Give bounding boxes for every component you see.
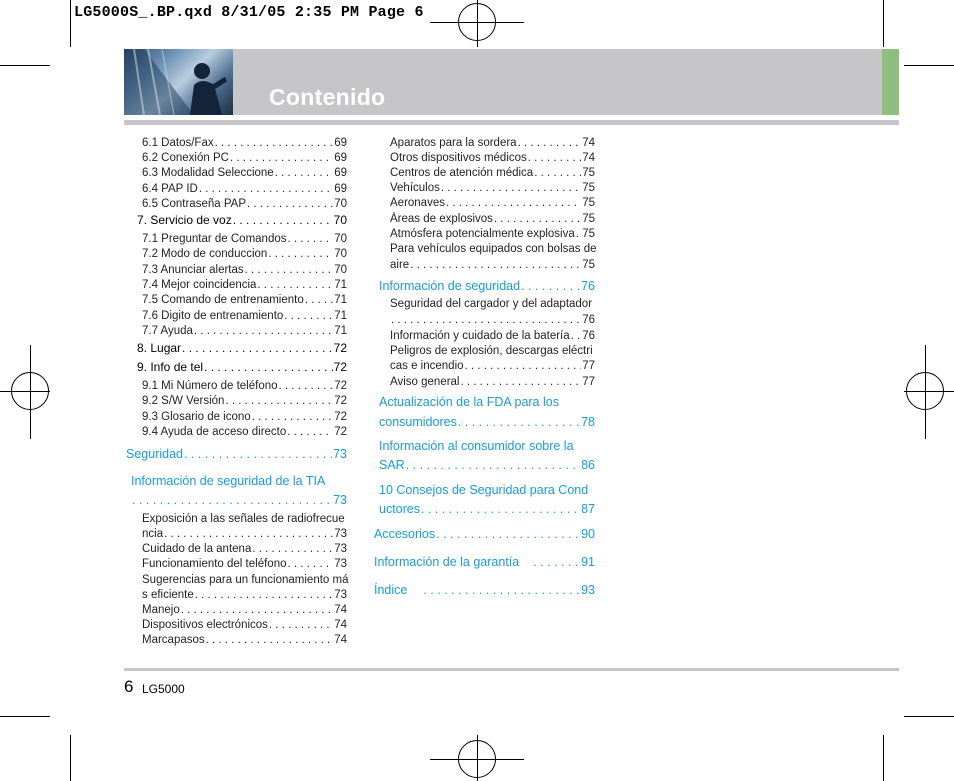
toc-entry[interactable]: 6.4 PAP ID . . . 69	[142, 182, 347, 197]
toc-section[interactable]: Seguridad . . . 73	[126, 446, 347, 463]
toc-entry[interactable]: Cuidado de la antena . . . 73	[142, 542, 347, 557]
toc-section-title[interactable]: Información de seguridad de la TIA	[131, 474, 326, 488]
toc-entry[interactable]: 9.2 S/W Versión . . . 72	[142, 394, 347, 409]
toc-entry[interactable]: Atmósfera potencialmente explosiva . . . 75	[390, 227, 595, 242]
toc-entry[interactable]: Aeronaves . . . 75	[390, 196, 595, 211]
toc-section[interactable]: Información de seguridad . . . 76	[379, 278, 595, 295]
toc-section[interactable]: consumidores . . . 78	[379, 414, 595, 431]
toc-entry[interactable]: 7.7 Ayuda . . . 71	[142, 324, 347, 339]
toc-entry[interactable]: 7.4 Mejor coincidencia . . . 71	[142, 278, 347, 293]
toc-entry-title[interactable]: Peligros de explosión, descargas eléctri	[390, 345, 593, 357]
toc-entry[interactable]: 7. Servicio de voz . . . 70	[137, 213, 347, 228]
toc-entry[interactable]: s eficiente . . . 73	[142, 588, 347, 603]
registration-mark	[0, 391, 50, 392]
registration-mark	[477, 0, 478, 47]
toc-entry[interactable]: 6.1 Datos/Fax . . . 69	[142, 136, 347, 151]
header-rule	[124, 120, 899, 125]
toc-section[interactable]: uctores . . . 87	[379, 501, 595, 518]
header-bar	[124, 49, 882, 115]
toc-entry[interactable]: Marcapasos . . . 74	[142, 633, 347, 648]
toc-entry[interactable]: . . . 76	[390, 313, 595, 328]
toc-entry[interactable]: 6.2 Conexión PC . . . 69	[142, 151, 347, 166]
toc-entry[interactable]: Aparatos para la sordera . . . 74	[390, 136, 595, 151]
toc-section[interactable]: Índice . . . 93	[374, 582, 595, 599]
page-number: 6	[124, 677, 134, 696]
toc-section-title[interactable]: Actualización de la FDA para los	[379, 395, 559, 409]
toc-entry[interactable]: 7.5 Comando de entrenamiento . . . 71	[142, 293, 347, 308]
toc-entry[interactable]: 7.2 Modo de conduccion . . . 70	[142, 247, 347, 262]
print-slug: LG5000S_.BP.qxd 8/31/05 2:35 PM Page 6	[74, 4, 424, 21]
toc-entry[interactable]: Otros dispositivos médicos . . . 74	[390, 151, 595, 166]
toc-entry[interactable]: 9.1 Mi Número de teléfono . . . 72	[142, 379, 347, 394]
header-photo	[124, 49, 233, 115]
page-title: Contenido	[269, 84, 386, 110]
toc-entry[interactable]: 9. Info de tel . . . 72	[137, 360, 347, 375]
toc-entry[interactable]: Vehículos . . . 75	[390, 181, 595, 196]
toc-entry[interactable]: ncia . . . 73	[142, 527, 347, 542]
crop-mark	[904, 716, 954, 717]
crop-mark	[70, 735, 71, 781]
toc-section[interactable]: . . . 73	[131, 492, 347, 509]
toc-entry[interactable]: 6.3 Modalidad Seleccione . . . 69	[142, 166, 347, 181]
header-photo-art	[124, 49, 233, 115]
toc-section-title[interactable]: 10 Consejos de Seguridad para Cond	[379, 483, 589, 497]
crop-mark	[70, 0, 71, 47]
toc-section[interactable]: SAR . . . 86	[379, 457, 595, 474]
crop-mark	[904, 65, 954, 66]
toc-entry[interactable]: cas e incendio . . . 77	[390, 359, 595, 374]
toc-entry[interactable]: 7.1 Preguntar de Comandos . . . 70	[142, 232, 347, 247]
toc-entry-title[interactable]: Exposición a las señales de radiofrecue	[142, 513, 345, 525]
footer-rule	[124, 668, 899, 671]
toc-entry[interactable]: 9.4 Ayuda de acceso directo . . . 72	[142, 425, 347, 440]
toc-entry[interactable]: Dispositivos electrónicos . . . 74	[142, 618, 347, 633]
crop-mark	[883, 0, 884, 47]
registration-mark	[477, 735, 478, 781]
toc-entry[interactable]: 9.3 Glosario de icono . . . 72	[142, 410, 347, 425]
registration-mark	[904, 391, 954, 392]
toc-entry[interactable]: Información y cuidado de la batería . . . 76	[390, 329, 595, 344]
crop-mark	[0, 65, 50, 66]
toc-entry[interactable]: Manejo . . . 74	[142, 603, 347, 618]
toc-entry-title[interactable]: Para vehículos equipados con bolsas de	[390, 243, 597, 255]
toc-entry[interactable]: 6.5 Contraseña PAP . . . 70	[142, 197, 347, 212]
toc-entry[interactable]: 7.3 Anunciar alertas . . . 70	[142, 263, 347, 278]
toc-entry-title[interactable]: Seguridad del cargador y del adaptador	[390, 298, 593, 310]
toc-section[interactable]: Información de la garantía . . . 91	[374, 554, 595, 571]
toc-entry[interactable]: Áreas de explosivos . . . 75	[390, 212, 595, 227]
crop-mark	[0, 716, 50, 717]
registration-mark	[925, 345, 926, 439]
model-name: LG5000	[142, 682, 185, 696]
toc-entry-title[interactable]: Sugerencias para un funcionamiento má	[142, 574, 349, 586]
toc-entry[interactable]: Centros de atención médica . . . 75	[390, 166, 595, 181]
registration-mark	[30, 345, 31, 439]
toc-section[interactable]: Accesorios . . . 90	[374, 526, 595, 543]
toc-entry[interactable]: Aviso general . . . 77	[390, 375, 595, 390]
toc-section-title[interactable]: Información al consumidor sobre la	[379, 439, 574, 453]
toc-entry[interactable]: Funcionamiento del teléfono . . . 73	[142, 557, 347, 572]
toc-entry[interactable]: 8. Lugar . . . 72	[137, 341, 347, 356]
toc-entry[interactable]: aire . . . 75	[390, 258, 595, 273]
header-accent	[882, 49, 899, 115]
toc-entry[interactable]: 7.6 Digito de entrenamiento . . . 71	[142, 309, 347, 324]
crop-mark	[883, 735, 884, 781]
